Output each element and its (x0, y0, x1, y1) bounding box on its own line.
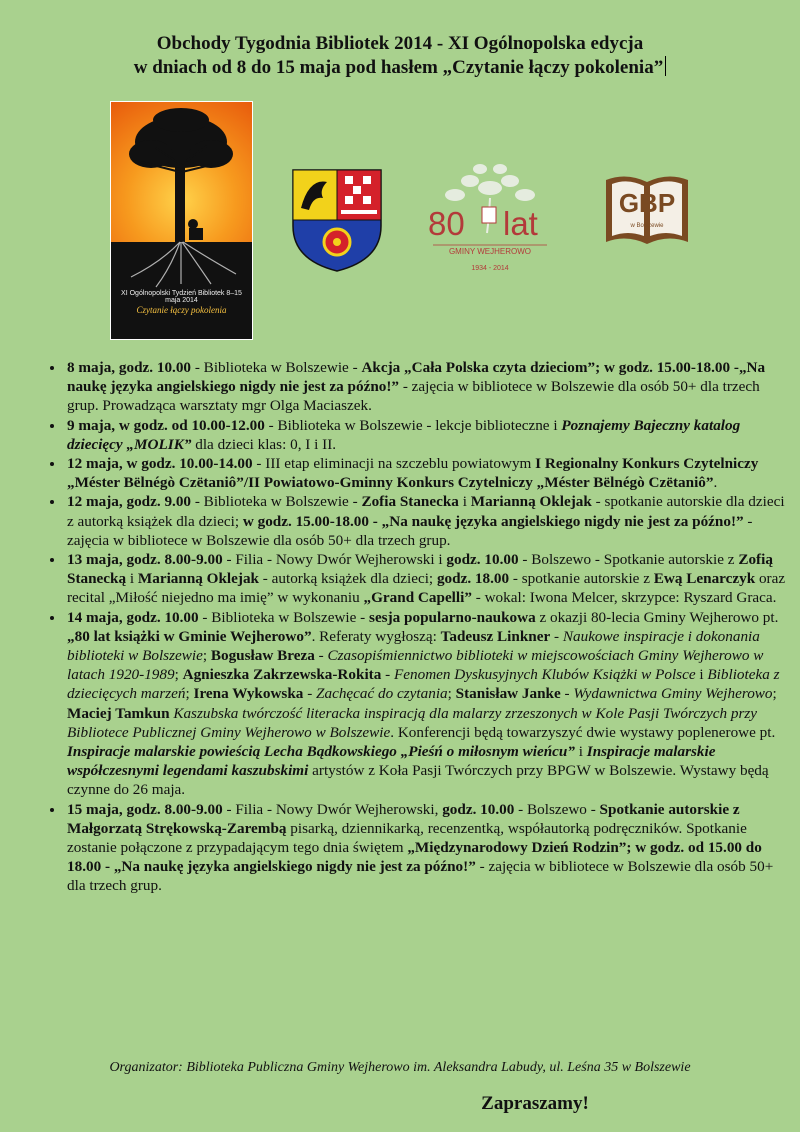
event-item (65, 492, 795, 550)
event-text-segment: Marianną Oklejak (137, 570, 259, 588)
event-text-segment: Wydawnictwa Gminy Wejherowo (573, 685, 773, 703)
event-text-segment: „Międzynarodowy Dzień Rodzin”; w godz. od 15.00 do 18.00 - „Na naukę języka angielskiego nigdy nie jest za późno!” (67, 839, 762, 876)
event-text-segment: ; (174, 666, 183, 684)
event-text-segment: 15 maja, godz. 8.00-9.00 (67, 800, 223, 818)
event-text-segment: - Bolszewo - Spotkanie autorskie z (518, 551, 739, 569)
event-text-segment: Zofią Stanecką (67, 551, 773, 588)
event-text-segment: 9 maja, w godz. od 10.00-12.00 (67, 416, 265, 434)
poster-caption: XI Ogólnopolski Tydzień Bibliotek 8–15 maja 2014 (121, 290, 242, 304)
event-text-segment: - (550, 627, 563, 645)
event-text-segment: 13 maja, godz. 8.00-9.00 (67, 551, 223, 569)
event-text-segment: ; (185, 685, 194, 703)
event-text-segment: - Biblioteka w Bolszewie - (198, 608, 370, 626)
event-text-segment: i (574, 743, 587, 761)
gbp-logo-letters: GBP (618, 188, 676, 218)
anniversary-years: 1934 - 2014 (471, 265, 509, 272)
event-text-segment: oraz recital „Miłość niejedno ma imię” w wykonaniu (67, 570, 786, 607)
anniversary-number: 80 (428, 205, 465, 242)
event-text-segment: Agnieszka Zakrzewska-Rokita (182, 666, 382, 684)
event-text-segment: - autorką książek dla dzieci; (259, 570, 437, 588)
event-text-segment: z okazji 80-lecia Gminy Wejherowo pt. (535, 608, 779, 626)
event-text-segment: - (381, 666, 394, 684)
event-text-segment: Kaszubska twórczość literacka inspiracją dla malarzy zrzeszonych w Kole Pasji Twórczych przy Bibliotece Publicznej Gminy Wejherowo w Bolszewie (67, 704, 758, 741)
event-text-segment: - Bolszewo - (514, 800, 600, 818)
event-text-segment: „80 lat książki w Gminie Wejherowo” (67, 627, 312, 645)
event-item (65, 416, 795, 454)
event-text-segment: i (695, 666, 708, 684)
event-text-segment: Bogusław Breza (210, 647, 315, 665)
organizer-line: Organizator: Biblioteka Publiczna Gminy Wejherowo im. Aleksandra Labudy, ul. Leśna 35 w Bolszewie (109, 1060, 691, 1075)
event-text-segment: i (126, 570, 138, 588)
event-item (65, 550, 795, 608)
event-text-segment: 12 maja, w godz. 10.00-14.00 (67, 455, 253, 473)
event-text-segment: Zofia Stanecka (361, 493, 459, 511)
title-line-2-text: w dniach od 8 do 15 maja pod hasłem „Czytanie łączy pokolenia” (133, 57, 664, 78)
event-text-segment: ; (202, 647, 211, 665)
tree-reading-poster-icon (110, 101, 253, 340)
anniversary-name: GMINY WEJHEROWO (448, 247, 532, 256)
event-text-segment: i (458, 493, 471, 511)
events-list (40, 358, 795, 896)
event-text-segment: dla dzieci klas: 0, I i II. (191, 435, 337, 453)
event-text-segment: - spotkanie autorskie z (509, 570, 654, 588)
event-text-segment: Inspiracje malarskie współczesnymi legendami kaszubskimi (67, 743, 716, 780)
gbp-logo-subtitle: w Bolszewie (630, 223, 664, 229)
event-text-segment: . (713, 474, 718, 492)
event-text-segment: - zajęcia w bibliotece w Bolszewie dla osób 50+ dla trzech grup. (67, 512, 753, 549)
event-text-segment: - spotkanie autorskie dla dzieci z autorką książek dla dzieci; (67, 493, 785, 530)
event-text-segment: Czasopiśmiennictwo biblioteki w miejscowościach Gminy Wejherowo w latach 1920-1989 (67, 647, 764, 684)
event-text-segment: Fenomen Dyskusyjnych Klubów Książki w Polsce (393, 666, 696, 684)
event-text-segment: Tadeusz Linkner (440, 627, 551, 645)
event-text-segment: . Referaty wygłoszą: (311, 627, 441, 645)
title-line-1: Obchody Tygodnia Bibliotek 2014 - XI Ogólnopolska edycja (156, 33, 644, 54)
event-text-segment: Naukowe inspiracje i dokonania biblioteki w Bolszewie (67, 627, 760, 665)
event-text-segment: Spotkanie autorskie z Małgorzatą Strękowską-Zarembą (67, 800, 740, 837)
event-text-segment: Stanisław Janke (455, 685, 561, 703)
event-text-segment: - Biblioteka w Bolszewie - (191, 493, 362, 511)
event-text-segment: - Biblioteka w Bolszewie - lekcje biblioteczne i (264, 416, 562, 434)
poster-slogan: Czytanie łączy pokolenia (136, 305, 227, 315)
text-cursor (665, 56, 666, 76)
event-text-segment: Zachęcać do czytania (316, 685, 448, 703)
event-text-segment: sesja popularno-naukowa (369, 608, 536, 626)
event-text-segment: godz. 18.00 (436, 570, 510, 588)
event-text-segment: Irena Wykowska (193, 685, 304, 703)
event-text-segment: 14 maja, godz. 10.00 (67, 608, 199, 626)
event-text-segment: godz. 10.00 (446, 551, 519, 569)
event-text-segment: - Filia - Nowy Dwór Wejherowski, (222, 800, 443, 818)
event-item (65, 800, 795, 896)
event-text-segment: ; (772, 685, 777, 703)
title-line-2 (0, 56, 800, 80)
event-item (65, 454, 795, 492)
event-text-segment: - (560, 685, 574, 703)
event-text-segment: Akcja „Cała Polska czyta dzieciom”; w godz. 15.00-18.00 -„Na naukę języka angielskiego nigdy nie jest za późno!” (67, 359, 766, 396)
event-text-segment: - Filia - Nowy Dwór Wejherowski i (222, 551, 447, 569)
event-text-segment: pisarką, dziennikarką, recenzentką, współautorką podręczników. Spotkanie zostanie połączone z przypadającym tego dnia świętem (67, 819, 747, 857)
event-text-segment: . Konferencji będą towarzyszyć dwie wystawy poplenerowe pt. (390, 723, 776, 741)
event-item (65, 608, 795, 800)
anniversary-word: lat (503, 205, 538, 242)
event-text-segment: Inspiracje malarskie powieścią Lecha Bądkowskiego „Pieśń o miłosnym wieńcu” (67, 743, 575, 761)
event-text-segment: - III etap eliminacji na szczeblu powiatowym (252, 455, 536, 473)
event-text-segment: w godz. 15.00-18.00 - „Na naukę języka angielskiego nigdy nie jest za późno!” (242, 512, 744, 530)
event-text-segment: - Biblioteka w Bolszewie - (191, 359, 362, 376)
event-text-segment: Ewą Lenarczyk (653, 570, 756, 588)
event-text-segment: - (314, 647, 328, 665)
event-text-segment: - zajęcia w bibliotece w Bolszewie dla osób 50+ dla trzech grup. Prowadząca warsztaty mgr Olga Maciaszek. (67, 378, 760, 415)
event-text-segment: 8 maja, godz. 10.00 (67, 359, 192, 376)
event-item (65, 358, 795, 416)
event-text-segment: - (303, 685, 317, 703)
event-text-segment: artystów z Koła Pasji Twórczych przy BPGW w Bolszewie. Wystawy będą czynne do 26 maja. (67, 762, 769, 799)
event-text-segment: I Regionalny Konkurs Czytelniczy „Méster Bëlnégò Czëtaniô”/II Powiatowo-Gminny Konkurs Czytelniczy „Méster Bëlnégò Czëtaniô” (67, 455, 759, 492)
event-text-segment: „Grand Capelli” (363, 589, 472, 607)
event-text-segment: godz. 10.00 (442, 800, 515, 818)
event-text-segment: Marianną Oklejak (470, 493, 592, 511)
event-text-segment: Maciej Tamkun (67, 704, 170, 722)
gmina-coat-of-arms-icon (291, 168, 383, 273)
event-text-segment: 12 maja, godz. 9.00 (67, 493, 192, 511)
event-text-segment: Biblioteka z dziecięcych marzeń (67, 666, 780, 703)
event-text-segment: ; (447, 685, 456, 703)
event-text-segment: Poznajemy Bajeczny katalog dziecięcy „MOLIK” (67, 416, 741, 453)
event-text-segment: - wokal: Iwona Melcer, skrzypce: Ryszard Graca. (471, 589, 777, 607)
event-text-segment: - zajęcia w bibliotece w Bolszewie dla osób 50+ dla trzech grup. (67, 858, 774, 895)
page-title (0, 32, 800, 80)
invitation-text: Zapraszamy! (481, 1093, 589, 1114)
